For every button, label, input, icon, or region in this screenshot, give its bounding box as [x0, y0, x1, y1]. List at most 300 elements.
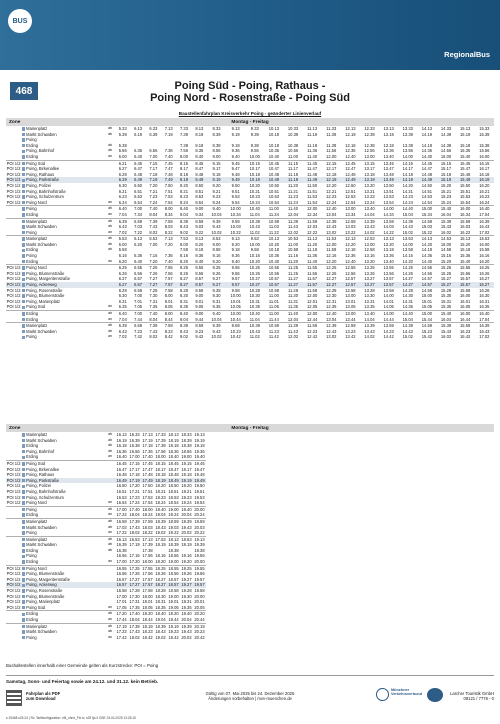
time-cell: 10.58 — [287, 247, 299, 253]
time-cell: 20.05 — [194, 604, 205, 610]
time-cell: 9.28 — [212, 287, 221, 293]
zone-cell: POI 1/2 — [6, 582, 21, 588]
time-cell: 14.42 — [383, 334, 394, 340]
time-cell: 11.53 — [307, 194, 318, 200]
time-cell: 14.05 — [383, 304, 394, 310]
time-cell: 16.58 — [116, 588, 127, 594]
time-cell: 13.58 — [383, 287, 394, 293]
time-cell: 7.47 — [164, 166, 173, 172]
time-cell: 12.23 — [326, 194, 337, 200]
time-cell: 15.25 — [436, 265, 455, 271]
time-cell: 8.44 — [164, 316, 173, 322]
time-cell: 13.36 — [383, 148, 394, 154]
time-cell: 11.00 — [288, 241, 298, 247]
time-cell: 19.59 — [194, 518, 205, 524]
time-cell: 11.54 — [307, 199, 318, 205]
time-cell: 9.19 — [212, 177, 221, 183]
time-cell: 6.31 — [118, 298, 127, 304]
time-cell: 10.58 — [268, 287, 280, 293]
time-cell: 8.18 — [195, 142, 204, 148]
time-cell: 14.43 — [402, 224, 413, 230]
time-cell: 13.16 — [364, 253, 375, 259]
time-cell: 16.42 — [460, 334, 471, 340]
time-cell: 16.24 — [479, 199, 490, 205]
time-cell: 16.19 — [479, 177, 490, 183]
time-cell: 18.00 — [155, 454, 166, 460]
time-cell: 17.56 — [155, 448, 166, 454]
zone-cell: POI 1/2 — [6, 177, 21, 183]
stop-label: Poing, Birkenallee — [26, 466, 60, 472]
time-cell: 17.44 — [116, 617, 127, 622]
time-cell: 15.20 — [440, 182, 452, 188]
arr-dep-marker: an — [108, 153, 113, 158]
time-cell: 8.04 — [149, 316, 158, 322]
time-cell: 10.35 — [249, 304, 260, 310]
time-cell: 15.00 — [421, 293, 433, 299]
time-cell: 14.53 — [436, 236, 455, 242]
time-cell: 14.56 — [440, 148, 452, 154]
construction-notice: Baustellenfahrplan Kreisverkehr Poing - geänderter Linienverlauf — [178, 111, 322, 116]
time-cell: 11.45 — [303, 160, 322, 166]
time-cell: 15.23 — [421, 328, 433, 334]
transfer-icon — [22, 526, 26, 530]
time-cell: 16.59 — [116, 518, 127, 524]
time-cell: 6.39 — [115, 218, 130, 224]
time-cell: 15.43 — [440, 224, 452, 230]
time-cell: 19.38 — [194, 547, 205, 553]
time-cell: 12.34 — [307, 211, 318, 217]
time-cell: 11.20 — [288, 182, 298, 188]
time-cell: 8.20 — [180, 182, 188, 188]
transfer-icon — [22, 462, 26, 466]
bus-logo-text: BUS — [12, 17, 28, 25]
time-cell: 16.00 — [456, 311, 475, 317]
time-cell: 16.43 — [479, 328, 490, 334]
time-cell: 17.58 — [142, 588, 153, 594]
time-cell: 17.38 — [142, 547, 153, 553]
time-cell: 14.40 — [398, 311, 417, 317]
stop-label: Poing Süd — [26, 604, 46, 610]
time-cell: 14.25 — [398, 265, 417, 271]
time-cell: 6.53 — [134, 194, 143, 200]
time-cell: 6.00 — [118, 241, 127, 247]
time-cell: 16.30 — [479, 293, 490, 299]
arr-dep-marker: an — [108, 199, 113, 204]
stop-label: Poing, Blumenstraße — [26, 270, 65, 276]
time-cell: 10.36 — [268, 253, 280, 259]
time-cell: 11.18 — [288, 171, 298, 177]
time-cell: 15.02 — [402, 229, 413, 235]
time-cell: 11.00 — [264, 206, 283, 212]
time-cell: 19.00 — [168, 506, 179, 512]
time-cell: 16.05 — [460, 304, 471, 310]
stop-label: Poing, Rathaus — [26, 171, 55, 177]
time-cell: 14.24 — [402, 199, 413, 205]
time-cell: 9.39 — [250, 131, 259, 137]
time-cell: 19.19 — [181, 477, 192, 483]
time-cell: 16.50 — [116, 483, 127, 489]
time-cell: 17.20 — [129, 559, 140, 565]
time-cell: 15.21 — [440, 188, 452, 194]
time-cell: 10.43 — [249, 328, 260, 334]
arr-dep-marker: ab — [105, 218, 115, 224]
time-cell: 16.53 — [116, 494, 127, 500]
time-cell: 13.15 — [360, 160, 379, 166]
time-cell: 11.02 — [249, 229, 260, 235]
time-cell: 12.18 — [345, 247, 356, 253]
zone-cell: POI 1/2 — [6, 270, 21, 276]
time-cell: 19.50 — [194, 483, 205, 489]
time-cell: 15.16 — [440, 253, 452, 259]
time-cell: 11.43 — [288, 224, 298, 230]
time-cell: 7.39 — [146, 218, 161, 224]
arr-dep-marker: an — [108, 500, 113, 505]
transfer-icon — [22, 167, 26, 171]
time-cell: 12.31 — [326, 298, 337, 304]
time-cell: 19.18 — [194, 443, 205, 449]
time-cell: 18.53 — [181, 536, 192, 542]
time-cell: 10.44 — [230, 316, 241, 322]
time-cell: 17.38 — [155, 443, 166, 449]
time-cell: 6.40 — [115, 311, 130, 317]
zone-cell: POI 1/2 — [6, 166, 21, 172]
time-cell: 14.26 — [402, 270, 413, 276]
arr-dep-marker: ab — [108, 148, 113, 153]
zone-cell — [6, 635, 21, 641]
time-cell: 10.19 — [268, 131, 280, 137]
time-cell: 7.53 — [176, 236, 191, 242]
time-cell: 15.20 — [460, 241, 471, 247]
time-cell: 15.39 — [436, 323, 455, 329]
time-cell: 18.03 — [142, 524, 153, 530]
time-cell: 13.54 — [383, 199, 394, 205]
time-cell: 12.59 — [341, 218, 360, 224]
transfer-icon — [22, 283, 26, 287]
transfer-icon — [22, 162, 26, 166]
stop-label: Poing Nord — [26, 265, 47, 271]
stop-label: Marienplatz — [26, 236, 48, 242]
time-cell: 17.19 — [142, 437, 153, 443]
time-cell: 16.40 — [475, 206, 494, 212]
arr-dep-marker: ab — [108, 443, 113, 448]
time-cell: 8.18 — [180, 171, 188, 177]
time-cell: 12.56 — [364, 148, 375, 154]
time-cell: 7.56 — [164, 270, 173, 276]
time-cell: 12.55 — [341, 265, 360, 271]
time-cell: 7.00 — [134, 293, 143, 299]
time-cell: 8.26 — [180, 270, 188, 276]
time-cell: 8.58 — [195, 287, 204, 293]
time-cell: 16.43 — [479, 224, 490, 230]
time-cell: 9.44 — [195, 316, 204, 322]
time-cell: 17.16 — [129, 553, 140, 559]
time-cell: 18.22 — [142, 530, 153, 536]
stop-label: Erding — [26, 443, 39, 449]
time-cell: 8.39 — [212, 131, 221, 137]
time-cell: 10.31 — [249, 298, 260, 304]
time-cell: 16.48 — [116, 472, 127, 478]
time-cell: 10.50 — [268, 182, 280, 188]
time-cell: 12.00 — [326, 241, 337, 247]
time-cell: 13.51 — [383, 188, 394, 194]
time-cell: 13.00 — [364, 153, 375, 159]
time-cell: 12.01 — [307, 298, 318, 304]
time-cell: 7.23 — [149, 194, 158, 200]
time-cell: 9.40 — [231, 153, 240, 159]
time-cell: 7.28 — [149, 287, 158, 293]
transfer-icon — [22, 207, 26, 211]
time-cell: 15.20 — [440, 258, 452, 264]
time-cell: 14.51 — [421, 188, 433, 194]
time-cell: 10.42 — [230, 334, 241, 340]
arr-dep-marker: ab — [108, 142, 113, 147]
time-cell: 11.21 — [288, 188, 298, 194]
time-cell: 19.15 — [181, 460, 192, 466]
time-cell: 18.39 — [155, 623, 166, 629]
time-cell: 13.42 — [345, 334, 356, 340]
zone-cell: POI 1/2 — [6, 494, 21, 500]
time-cell: 11.33 — [326, 126, 337, 131]
time-cell: 17.33 — [155, 432, 166, 437]
time-cell: 7.54 — [164, 199, 173, 205]
time-cell: 13.44 — [345, 316, 356, 322]
time-cell: 13.20 — [383, 241, 394, 247]
time-cell: 5.39 — [118, 131, 127, 137]
time-cell: 9.56 — [231, 270, 240, 276]
time-cell: 12.04 — [287, 211, 299, 217]
time-cell: 13.19 — [364, 177, 375, 183]
time-cell: 16.13 — [116, 432, 127, 437]
time-cell: 11.00 — [288, 153, 298, 159]
time-cell: 13.49 — [383, 177, 394, 183]
time-cell: 10.16 — [249, 253, 260, 259]
time-cell: 7.43 — [149, 328, 158, 334]
transfer-icon — [22, 312, 26, 316]
time-cell: 15.49 — [460, 177, 471, 183]
time-cell: 14.39 — [398, 218, 417, 224]
time-cell: 9.23 — [195, 328, 204, 334]
zone-cell: POI 1/2 — [6, 599, 21, 605]
transfer-icon — [22, 531, 26, 535]
time-cell: 12.53 — [345, 194, 356, 200]
time-cell: 12.05 — [307, 304, 318, 310]
time-cell: 14.40 — [421, 258, 433, 264]
time-cell: 17.00 — [129, 454, 140, 460]
time-cell: 20.42 — [194, 634, 205, 640]
time-cell: 9.23 — [212, 194, 221, 200]
zone-cell: POI 1/2 — [6, 188, 21, 194]
time-cell: 16.13 — [116, 536, 127, 542]
time-cell: 15.05 — [421, 304, 433, 310]
time-cell: 13.43 — [364, 224, 375, 230]
time-cell: 13.53 — [383, 194, 394, 200]
transfer-icon — [22, 237, 26, 241]
time-cell: 15.39 — [479, 131, 490, 137]
transfer-icon — [22, 144, 26, 148]
time-cell: 12.39 — [322, 218, 341, 224]
time-cell: 14.23 — [402, 194, 413, 200]
time-cell: 11.49 — [307, 177, 318, 183]
time-cell: 16.27 — [479, 282, 490, 288]
transfer-icon — [22, 508, 26, 512]
time-cell: 19.20 — [181, 559, 192, 565]
arr-dep-marker: ab — [108, 131, 113, 136]
stop-label: Erding — [26, 547, 39, 553]
time-cell: 6.16 — [118, 253, 127, 259]
time-cell: 6.57 — [134, 282, 143, 288]
arr-dep-marker: an — [108, 258, 113, 263]
time-cell: 18.30 — [155, 593, 166, 599]
time-cell: 19.04 — [155, 617, 166, 622]
zone-cell: POI 1/2 — [6, 194, 21, 200]
time-cell: 10.54 — [268, 199, 280, 205]
time-cell: 6.13 — [134, 126, 143, 131]
time-cell: 12.19 — [345, 131, 356, 137]
time-cell: 6.25 — [115, 265, 130, 271]
stop-label: Erding — [26, 153, 39, 159]
time-cell: 6.43 — [118, 224, 127, 230]
time-cell: 19.17 — [181, 466, 192, 472]
transfer-icon — [22, 324, 26, 328]
table-row — [6, 334, 494, 340]
time-cell: 14.56 — [421, 270, 433, 276]
time-cell: 19.53 — [194, 494, 205, 500]
time-cell: 8.57 — [195, 282, 204, 288]
time-cell: 10.15 — [245, 160, 264, 166]
time-cell: 11.23 — [288, 194, 298, 200]
time-cell: 11.01 — [268, 298, 279, 304]
time-cell: 19.36 — [194, 448, 205, 454]
time-cell: 14.39 — [398, 323, 417, 329]
time-cell: 17.13 — [142, 432, 153, 437]
time-cell: 13.18 — [383, 247, 394, 253]
time-cell: 12.20 — [326, 182, 337, 188]
time-cell: 14.16 — [402, 253, 413, 259]
zone-header: Zone — [9, 119, 21, 125]
time-cell: 11.50 — [307, 182, 318, 188]
time-cell: 10.34 — [230, 211, 241, 217]
time-cell: 9.00 — [195, 293, 204, 299]
pdf-line2: zum Download — [26, 696, 56, 701]
time-cell: 6.33 — [149, 126, 158, 131]
time-cell: 15.59 — [456, 218, 475, 224]
time-cell: 13.50 — [383, 182, 394, 188]
time-cell: 17.25 — [129, 565, 140, 571]
time-cell: 9.35 — [212, 304, 221, 310]
time-cell: 19.42 — [168, 634, 179, 640]
time-cell: 11.40 — [307, 258, 318, 264]
header-banner — [0, 0, 500, 70]
time-cell: 12.38 — [364, 142, 375, 148]
time-cell: 12.16 — [326, 253, 337, 259]
time-cell: 11.58 — [307, 287, 318, 293]
time-cell: 8.00 — [161, 206, 176, 212]
time-cell: 12.33 — [364, 126, 375, 131]
transfer-icon — [22, 501, 26, 505]
time-cell: 14.13 — [421, 126, 433, 131]
time-cell: 15.15 — [436, 160, 455, 166]
arr-dep-marker: ab — [105, 506, 115, 512]
time-cell: 12.35 — [326, 304, 337, 310]
time-cell: 18.45 — [168, 460, 179, 466]
time-cell: 9.16 — [212, 253, 221, 259]
validity-note: Samstag, Sonn- und Feiertag sowie am 24.12. und 31.12. kein Betrieb. — [6, 679, 159, 684]
time-cell: 14.13 — [417, 236, 436, 242]
stop-name — [21, 334, 105, 340]
arr-dep-marker: an — [108, 229, 113, 234]
time-cell: 17.27 — [129, 576, 140, 582]
transfer-icon — [22, 543, 26, 547]
time-cell: 9.00 — [192, 311, 207, 317]
time-cell: 10.55 — [264, 265, 283, 271]
time-cell: 14.27 — [402, 276, 413, 282]
time-cell: 6.30 — [118, 182, 127, 188]
time-cell: 9.04 — [180, 316, 188, 322]
time-cell: 14.58 — [421, 287, 433, 293]
transfer-icon — [22, 201, 26, 205]
time-cell: 15.04 — [402, 316, 413, 322]
time-cell: 10.53 — [268, 194, 280, 200]
time-cell: 16.49 — [116, 477, 127, 483]
time-cell: 14.20 — [402, 182, 413, 188]
time-cell: 15.27 — [440, 282, 452, 288]
time-cell: 11.18 — [307, 247, 318, 253]
time-cell: 8.02 — [149, 229, 158, 235]
time-cell: 18.55 — [168, 565, 179, 571]
time-cell: 16.39 — [475, 323, 494, 329]
transfer-icon — [22, 479, 26, 483]
transfer-icon — [22, 249, 26, 253]
time-cell: 16.17 — [479, 166, 490, 172]
time-cell: 18.57 — [168, 576, 179, 582]
time-cell: 12.58 — [345, 287, 356, 293]
time-cell: 12.26 — [326, 270, 337, 276]
time-cell: 6.43 — [118, 328, 127, 334]
stop-label: Poing, Schulzentrum — [26, 194, 64, 200]
stop-label: Marienplatz — [26, 518, 48, 524]
time-cell: 14.22 — [383, 229, 394, 235]
time-cell: 11.38 — [326, 142, 337, 148]
time-cell: 19.16 — [181, 553, 192, 559]
time-cell: 7.55 — [161, 265, 176, 271]
time-cell: 12.27 — [326, 282, 337, 288]
time-cell: 13.26 — [364, 270, 375, 276]
arr-dep-marker: ab — [108, 542, 113, 547]
time-cell: 16.00 — [460, 293, 471, 299]
time-cell: 5.33 — [118, 126, 127, 131]
time-cell: 10.40 — [268, 258, 280, 264]
time-cell: 18.13 — [168, 536, 179, 542]
time-cell: 17.39 — [129, 518, 140, 524]
time-cell: 5.58 — [118, 247, 127, 253]
time-cell: 11.13 — [303, 236, 322, 242]
transfer-icon — [22, 289, 26, 293]
time-cell: 11.56 — [307, 270, 318, 276]
arr-dep-marker: ab — [108, 224, 113, 229]
time-cell: 5.38 — [118, 142, 127, 148]
time-cell: 15.19 — [460, 131, 471, 137]
time-cell: 16.00 — [479, 241, 490, 247]
stop-label: Erding — [26, 559, 39, 565]
time-cell: 15.54 — [460, 199, 471, 205]
transfer-icon — [22, 184, 26, 188]
time-cell: 8.45 — [192, 160, 207, 166]
time-cell: 15.53 — [460, 194, 471, 200]
time-cell: 10.04 — [211, 316, 222, 322]
time-cell: 8.13 — [195, 126, 204, 131]
zone-cell: POI 1/2 — [6, 593, 21, 599]
time-cell: 15.40 — [460, 153, 471, 159]
